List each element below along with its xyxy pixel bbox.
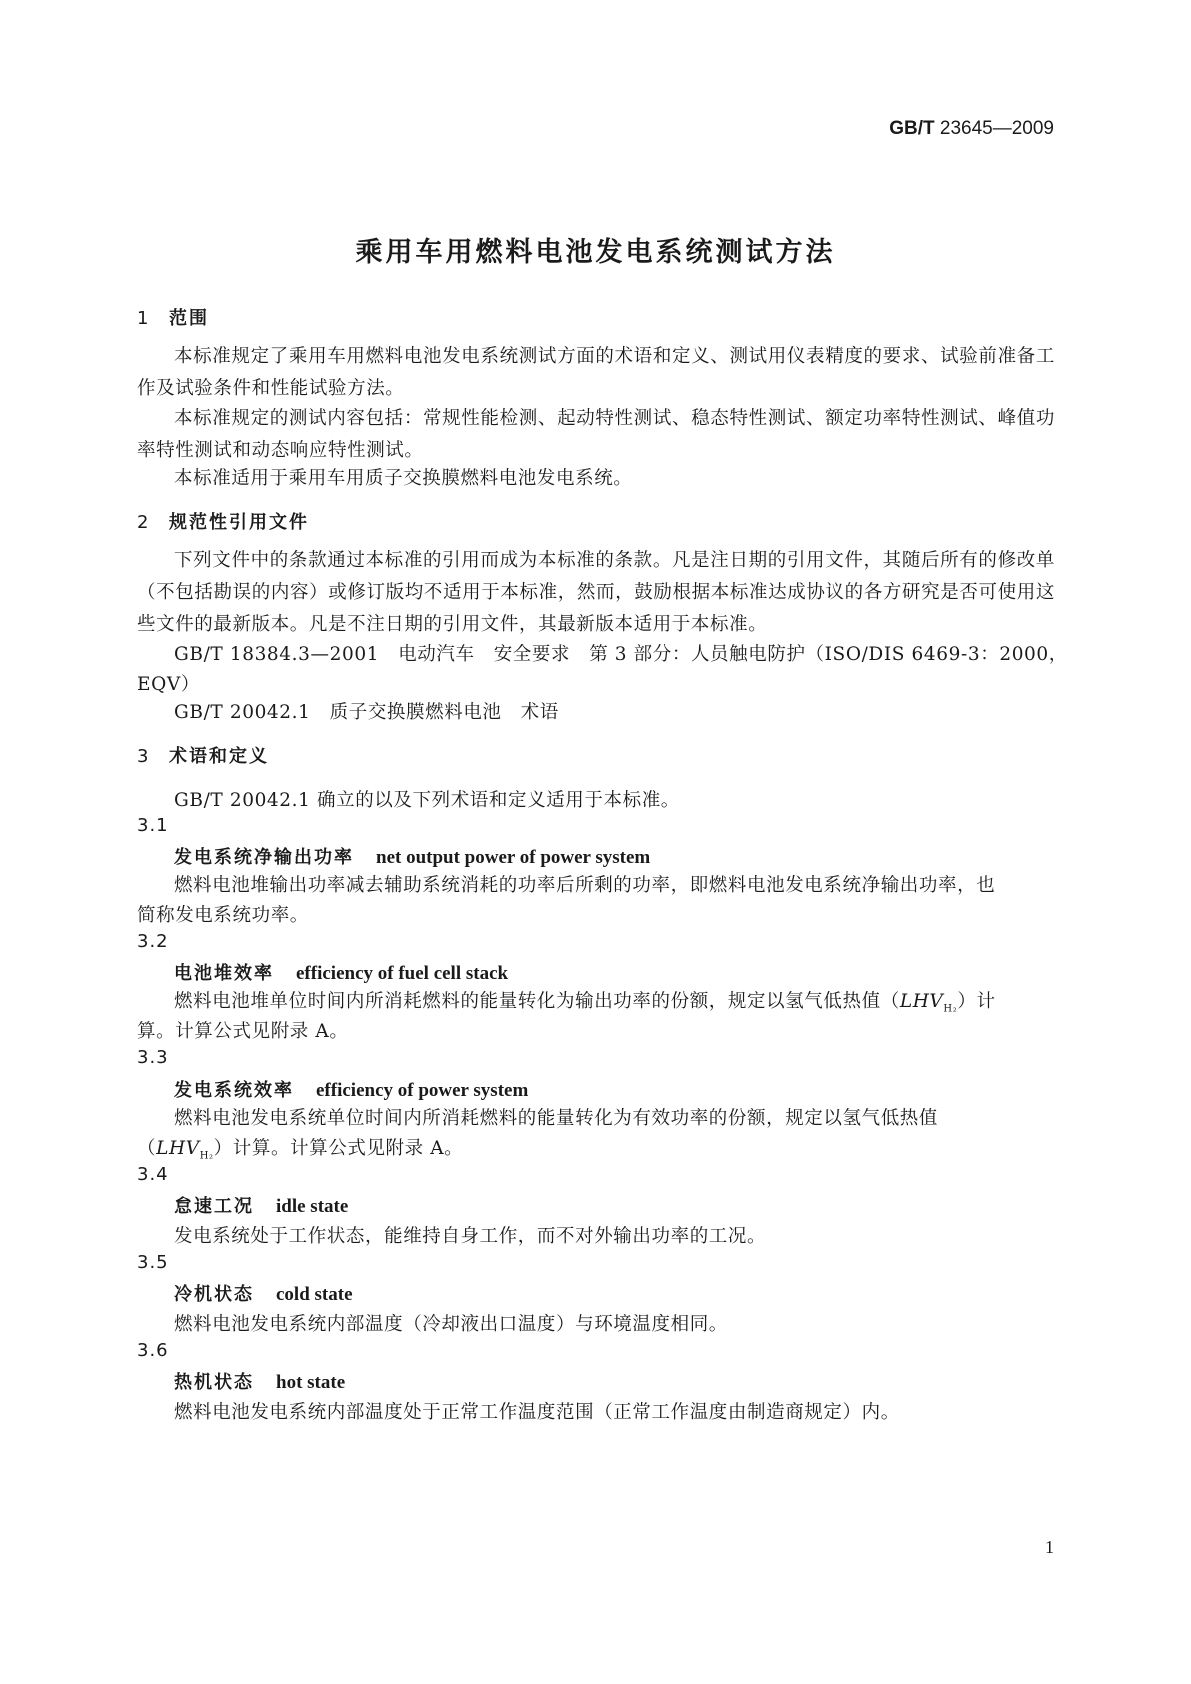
section-title: 规范性引用文件 <box>169 512 309 533</box>
paragraph: GB/T 20042.1 确立的以及下列术语和定义适用于本标准。 <box>174 790 680 811</box>
term-en: efficiency of fuel cell stack <box>296 963 509 984</box>
section-number: 2 <box>137 512 149 533</box>
lhv-symbol: LHV <box>156 1138 200 1159</box>
section-title: 术语和定义 <box>169 746 269 767</box>
definition-text: 燃料电池堆单位时间内所消耗燃料的能量转化为输出功率的份额，规定以氢气低热值（ <box>174 991 900 1012</box>
standard-code <box>889 118 1054 140</box>
term-en: net output power of power system <box>376 847 651 868</box>
term-heading <box>174 959 508 985</box>
section-heading-3 <box>137 742 269 768</box>
term-number: 3.4 <box>137 1164 169 1185</box>
definition-text: ）计 <box>957 991 996 1012</box>
term-heading <box>174 843 650 869</box>
term-en: hot state <box>276 1372 346 1393</box>
term-number: 3.5 <box>137 1252 169 1273</box>
term-zh: 热机状态 <box>174 1372 254 1393</box>
term-definition: 燃料电池发电系统内部温度处于正常工作温度范围（正常工作温度由制造商规定）内。 <box>174 1402 900 1423</box>
section-heading-1 <box>137 304 209 330</box>
reference-item-continued: EQV） <box>137 674 200 695</box>
term-number: 3.6 <box>137 1340 169 1361</box>
paragraph: 本标准规定的测试内容包括：常规性能检测、起动特性测试、稳态特性测试、额定功率特性测试、峰值功率特性测试和动态响应特性测试。 <box>137 408 1055 461</box>
term-heading <box>174 1192 348 1218</box>
term-definition <box>174 987 996 1015</box>
term-definition: 燃料电池发电系统单位时间内所消耗燃料的能量转化为有效功率的份额，规定以氢气低热值 <box>174 1108 939 1129</box>
section-title: 范围 <box>169 308 209 329</box>
section-number: 3 <box>137 746 149 767</box>
term-zh: 发电系统净输出功率 <box>174 847 354 868</box>
term-definition: 燃料电池堆输出功率减去辅助系统消耗的功率后所剩的功率，即燃料电池发电系统净输出功率，也 <box>174 875 996 896</box>
term-zh: 怠速工况 <box>174 1196 254 1217</box>
section-heading-2 <box>137 508 309 534</box>
term-heading <box>174 1076 528 1102</box>
term-definition: 燃料电池发电系统内部温度（冷却液出口温度）与环境温度相同。 <box>174 1314 728 1335</box>
definition-text: （ <box>137 1138 157 1159</box>
term-zh: 发电系统效率 <box>174 1080 294 1101</box>
standard-number: 23645—2009 <box>939 118 1054 139</box>
term-definition-continued <box>137 1134 463 1162</box>
term-heading <box>174 1280 353 1306</box>
paragraph: 本标准适用于乘用车用质子交换膜燃料电池发电系统。 <box>174 468 633 489</box>
term-heading <box>174 1368 345 1394</box>
term-number: 3.2 <box>137 931 169 952</box>
term-number: 3.3 <box>137 1047 169 1068</box>
section-number: 1 <box>137 308 149 329</box>
standard-prefix: GB/T <box>889 118 935 139</box>
term-zh: 冷机状态 <box>174 1284 254 1305</box>
term-en: idle state <box>276 1196 349 1217</box>
term-definition-continued: 简称发电系统功率。 <box>137 905 309 926</box>
term-zh: 电池堆效率 <box>174 963 274 984</box>
term-definition: 发电系统处于工作状态，能维持自身工作，而不对外输出功率的工况。 <box>174 1226 767 1247</box>
term-en: efficiency of power system <box>316 1080 529 1101</box>
lhv-subscript: H₂ <box>199 1150 214 1162</box>
term-en: cold state <box>276 1284 353 1305</box>
document-title: 乘用车用燃料电池发电系统测试方法 <box>355 237 836 268</box>
term-definition-continued: 算。计算公式见附录 A。 <box>137 1021 349 1042</box>
term-number: 3.1 <box>137 815 169 836</box>
lhv-subscript: H₂ <box>943 1003 958 1015</box>
definition-text: ）计算。计算公式见附录 A。 <box>213 1138 464 1159</box>
reference-item: GB/T 20042.1 质子交换膜燃料电池 术语 <box>174 702 559 723</box>
paragraph: 下列文件中的条款通过本标准的引用而成为本标准的条款。凡是注日期的引用文件，其随后所有的修改单（不包括勘误的内容）或修订版均不适用于本标准，然而，鼓励根据本标准达成协议的各方研究是否可使用这些文件的最新版本。凡是不注日期的引用文件，其最新版本适用于本标准。 <box>137 550 1055 635</box>
page-number: 1 <box>1045 1537 1054 1557</box>
reference-item: GB/T 18384.3—2001 电动汽车 安全要求 第 3 部分：人员触电防护（ISO/DIS 6469-3：2000， <box>174 644 1068 665</box>
lhv-symbol: LHV <box>899 991 944 1012</box>
paragraph: 本标准规定了乘用车用燃料电池发电系统测试方面的术语和定义、测试用仪表精度的要求、试验前准备工作及试验条件和性能试验方法。 <box>137 346 1055 399</box>
